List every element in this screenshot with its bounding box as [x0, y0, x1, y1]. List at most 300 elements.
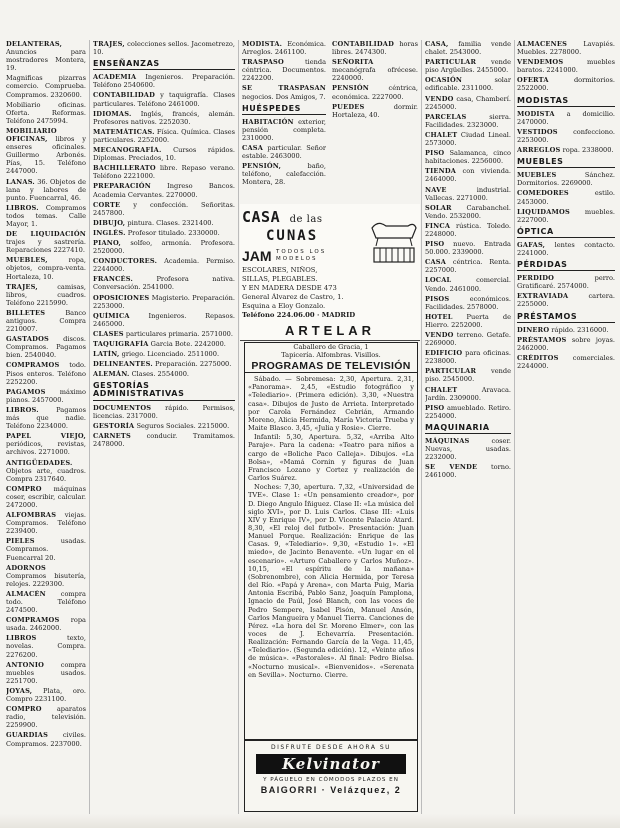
classified-ad-heading: TIENDA: [425, 167, 457, 176]
classified-ad-heading: CONTABILIDAD: [332, 40, 395, 48]
classified-ad-text: nuevo. Entrada 50.000. 2339000.: [425, 240, 511, 257]
classified-ad-heading: INGLÉS.: [93, 228, 126, 237]
classified-ad-text: máquinas coser, escribir, calcular. 2472000.: [6, 484, 86, 509]
classified-ad-text: Ciudad Lineal. 2573000.: [425, 130, 511, 148]
classified-ad: [6, 256, 86, 280]
classified-ad-heading: SE TRASPASAN: [242, 84, 326, 93]
section-heading: PÉRDIDAS: [517, 261, 615, 271]
kelvinator-mid: Y PÁGUELO EN CÓMODOS PLAZOS EN: [263, 777, 399, 783]
classified-ad-text: solar edificable. 2311000.: [425, 76, 511, 93]
classified-ad: [242, 144, 326, 160]
classified-ad-text: discos. Compramos. Pagamos bien. 2540040.: [6, 335, 86, 360]
column-divider: [514, 40, 515, 818]
classified-ad-heading: CHALET: [425, 385, 458, 394]
classified-ad: [6, 661, 86, 685]
classified-ad: [93, 432, 235, 448]
classified-ad-heading: CONDUCTORES.: [93, 257, 158, 266]
classified-ad-text: civiles. Compramos. 2237000.: [6, 731, 86, 748]
classified-ad: [6, 283, 86, 307]
classified-ad-text: Pagamos más que nadie. Teléfono 2234000.: [6, 405, 86, 431]
classified-ad-heading: FINCA: [425, 221, 451, 230]
classified-ad-heading: BACHILLERATO: [93, 164, 156, 173]
classified-ad-text: Sánchez. Dormitorios. 2269000.: [517, 171, 615, 188]
classified-ad: [93, 128, 235, 144]
classified-ad: [517, 336, 615, 352]
classified-ad: [6, 127, 86, 176]
classified-ad-text: cartera. 2255000.: [517, 292, 615, 309]
classified-ad: [332, 84, 418, 100]
section-heading: HUÉSPEDES: [242, 105, 326, 115]
classified-ad-text: Compramos todos temas. Calle Mayor, 1.: [6, 203, 86, 228]
classified-ad-text: Lavapiés. Muebles. 2278000.: [517, 40, 615, 57]
classified-ad-text: vende piso. 2545000.: [425, 367, 511, 384]
classified-ad-heading: DOCUMENTOS: [93, 403, 152, 412]
classified-ad-heading: OPOSICIONES: [93, 293, 150, 302]
classified-ad: [6, 406, 86, 430]
classified-ad-text: familia vende chalet. 2543000.: [425, 40, 511, 57]
classified-ad-heading: CASA: [242, 144, 264, 153]
classified-ad: [242, 84, 326, 100]
classified-ad: [517, 128, 615, 144]
classified-ad: [425, 404, 511, 420]
artelar-address: [245, 343, 417, 359]
classified-ad: [517, 110, 615, 126]
classified-ad-text: rústica. Toledo. 2248000.: [425, 221, 511, 238]
classified-ad-heading: PRÉSTAMOS: [517, 335, 567, 344]
classified-ad: [6, 74, 86, 98]
classified-ad: [93, 312, 235, 328]
classified-ad-heading: OFERTA: [517, 76, 549, 85]
classified-ad-text: torno. 2461000.: [425, 463, 511, 480]
classified-ad-text: ropa. 2338000.: [562, 146, 614, 155]
classified-ad-heading: PISO: [425, 403, 445, 412]
classified-ad-text: particular. Señor estable. 2463000.: [242, 144, 326, 161]
classified-ad-heading: PENSIÓN,: [242, 162, 282, 171]
classified-ad-text: Plata, oro. Compro 2231100.: [6, 686, 86, 704]
section-heading: MUEBLES: [517, 158, 615, 168]
classified-ad-text: Academia. Permiso. 2244000.: [93, 257, 235, 274]
classified-ad: [425, 186, 511, 202]
classified-ad-heading: HOTEL: [425, 312, 453, 321]
classified-ad-heading: MECANOGRAFÍA.: [93, 146, 162, 155]
classified-ad-heading: LOCAL: [425, 276, 452, 285]
classified-ad-text: Objetos arte, cuadros. Compra 2317640.: [6, 466, 86, 483]
classified-ad-heading: NAVE: [425, 185, 447, 194]
classified-ad-heading: JOYAS,: [6, 686, 33, 695]
ad-casa-line: General Álvarez de Castro, 1.: [242, 293, 344, 301]
classified-ad-heading: ALMACÉN: [6, 589, 46, 598]
classified-ad: [425, 58, 511, 74]
classified-ad: [6, 459, 86, 483]
classified-ad-text: Profesor titulado. 2330000.: [127, 228, 220, 237]
classified-ad-heading: LIBROS: [6, 634, 37, 643]
classified-ad: [6, 485, 86, 509]
classified-ad-heading: CONTABILIDAD: [93, 91, 156, 100]
classified-ad: [93, 340, 235, 348]
ad-casa-line: Esquina a Eloy Gonzalo.: [242, 302, 326, 310]
classified-ad-heading: CORTE: [93, 200, 121, 209]
classified-ad-text: griego. Licenciado. 2511000.: [121, 350, 220, 359]
classified-ad: [517, 208, 615, 224]
classified-ad-heading: LIBROS.: [6, 203, 39, 212]
classified-ad: [425, 331, 511, 347]
ad-casa-small: de las: [289, 214, 323, 225]
classified-ad-heading: DE LIQUIDACIÓN: [6, 230, 86, 239]
classified-ad-heading: GAFAS,: [517, 240, 546, 249]
classified-ad-text: sobre joyas. 2462000.: [517, 335, 615, 352]
classified-ad: [242, 58, 326, 82]
classified-ad: [6, 687, 86, 703]
classified-ad-heading: CASA,: [425, 40, 449, 48]
section-heading: PRÉSTAMOS: [517, 313, 615, 323]
classified-ad-heading: DINERO: [517, 325, 550, 334]
classifieds-column-6: [517, 40, 615, 818]
classified-ad: [425, 204, 511, 220]
classified-ad-heading: DELINEANTES.: [93, 360, 153, 369]
classified-ad-text: Seguros Sociales. 2215000.: [136, 421, 230, 430]
ad-casa-line1: CASA: [242, 208, 281, 226]
classified-ad: [6, 178, 86, 202]
classified-ad-text: muebles. 2227000.: [517, 207, 615, 224]
classified-ad-text: Económica. Arreglos. 2461100.: [242, 40, 326, 57]
classified-ad-text: exterior, pensión completa. 2310000.: [242, 117, 326, 142]
classified-ad-text: pintura. Clases. 2321400.: [127, 218, 214, 227]
classified-ad-text: económicos. Facilidades. 2578000.: [425, 294, 511, 311]
classified-ad-text: comerciales. 2244000.: [517, 353, 615, 370]
ad-casa-details: [242, 266, 418, 320]
ad-cunas-title: CUNAS: [266, 228, 319, 244]
classified-ad: [425, 258, 511, 274]
classified-ad-text: conducir. Tramitamos. 2478000.: [93, 431, 235, 448]
classified-ad-heading: CARNETS: [93, 431, 131, 440]
classified-ad-text: trajes y sastrería. Reparaciones 2227410.: [6, 238, 86, 255]
classified-ad: [425, 222, 511, 238]
classified-ad-heading: QUÍMICA: [93, 311, 130, 320]
classified-ad: [93, 275, 235, 291]
classified-ad-text: ropa, objetos, compra-venta. Hortaleza, 10.: [6, 256, 86, 281]
classified-ad: [425, 313, 511, 329]
classifieds-column-3: [242, 40, 326, 202]
classified-ad: [93, 73, 235, 89]
classified-ad-heading: VENDEMOS: [517, 58, 564, 67]
column-divider: [89, 40, 90, 818]
classified-ad-text: camisas, libros, cuadros. Teléfono 2215990.: [6, 282, 86, 307]
classified-ad: [425, 463, 511, 479]
classified-ad-text: Compramos bisutería, relojes. 2229300.: [6, 571, 86, 588]
classified-ad: [517, 292, 615, 308]
classified-ad-text: Carabanchel. Vendo. 2532000.: [425, 203, 511, 220]
classified-ad-heading: PARTICULAR: [425, 58, 477, 67]
classified-ad-text: estilo. 2453000.: [517, 189, 615, 206]
classified-ad-heading: PISO: [425, 149, 445, 158]
classified-ad-heading: MODISTA.: [242, 40, 283, 48]
classified-ad-text: libros y enseres oficinales. Guillermo Arbonés. Pías, 15. Teléfono 2447000.: [6, 135, 86, 176]
classified-ad: [517, 146, 615, 154]
classified-ad-heading: TRAJES,: [93, 40, 125, 48]
classified-ad: [517, 274, 615, 290]
classified-ad: [425, 386, 511, 402]
classified-ad-heading: ANTONIO: [6, 660, 45, 669]
page-bottom-edge: [0, 814, 620, 828]
column-divider: [421, 40, 422, 818]
classified-ad: [6, 204, 86, 228]
classified-ad: [517, 354, 615, 370]
classified-ad: [517, 241, 615, 257]
classified-ad-heading: EXTRAVIADA: [517, 292, 569, 301]
classified-ad-heading: CASA: [425, 258, 447, 267]
classified-ad-heading: GESTORÍA: [93, 421, 135, 430]
cradle-illustration: [368, 218, 418, 266]
classified-ad-text: usadas. Compramos. Fuencarral 20.: [6, 537, 86, 562]
classified-ad: [6, 101, 86, 125]
classified-ad-heading: TAQUIGRAFÍA: [93, 340, 149, 348]
classified-ad: [6, 616, 86, 632]
classified-ad-heading: EDIFICIO: [425, 349, 463, 358]
classified-ad-text: lentes contacto. 2241000.: [517, 240, 615, 257]
classified-ad: [6, 432, 86, 456]
classified-ad: [6, 634, 86, 658]
classified-ad-text: ropa usada. 2462000.: [6, 616, 86, 633]
classified-ad-text: solfeo, armonía. Profesora. 2520000.: [93, 238, 235, 256]
classified-ad: [6, 731, 86, 747]
classified-ad: [332, 40, 418, 56]
classified-ad: [425, 149, 511, 165]
ad-todos-modelos: TODOS LOS MODELOS: [276, 249, 327, 262]
classifieds-column-1: [6, 40, 86, 818]
classified-ad-heading: LIBROS.: [6, 405, 39, 414]
classified-ad-text: Aravaca. Jardín. 2309000.: [425, 385, 511, 402]
tv-programs-title: PROGRAMAS DE TELEVISIÓN: [245, 359, 417, 373]
classified-ad-heading: DIBUJO,: [93, 218, 126, 227]
classified-ad-text: vende piso Argüelles. 2455000.: [425, 58, 511, 75]
classified-ad-text: particulares primaria. 2571000.: [125, 329, 233, 338]
classified-ad: [93, 257, 235, 273]
classified-ad: [93, 182, 235, 198]
artelar-line2: Tapicería. Alfombras. Visillos.: [281, 351, 381, 359]
classified-ad-heading: ALFOMBRAS: [6, 511, 57, 520]
classified-ad: [6, 564, 86, 588]
classified-ad: [93, 164, 235, 180]
kelvinator-top: DISFRUTE DESDE AHORA SU: [270, 744, 392, 751]
classified-ad: [93, 294, 235, 310]
classified-ad-heading: GASTADOS: [6, 335, 49, 344]
classified-ad-heading: SOLAR: [425, 203, 452, 212]
classified-ad-text: 36. Objetos de lana y labores de punto. Fuencarral, 46.: [6, 177, 86, 202]
classified-ad-heading: PERDIDO: [517, 274, 555, 283]
classified-ad-text: dormitorios. 2522000.: [517, 76, 615, 93]
classified-ad-heading: VESTIDOS: [517, 127, 558, 136]
classified-ad-text: periódicos, revistas, archivos. 2271000.: [6, 440, 86, 457]
classified-ad: [6, 361, 86, 385]
classified-ad: [517, 171, 615, 187]
classified-ad-text: Clases. 2554000.: [131, 370, 190, 379]
section-heading: MAQUINARIA: [425, 424, 511, 434]
classified-ad: [517, 326, 615, 334]
kelvinator-logo: Kelvinator: [256, 754, 406, 774]
classified-ad-heading: LATÍN,: [93, 350, 120, 359]
classified-ad: [93, 229, 235, 237]
classified-ad-text: sierra. Facilidades. 2323000.: [425, 112, 511, 129]
classified-ad: [6, 309, 86, 333]
classified-ad-text: Cursos rápidos. Diplomas. Preciados, 10.: [93, 146, 235, 163]
tv-paragraph: Noches: 7,30, apertura. 7,32, «Universidad de TVE». Clase 1: «Un pensamiento creador», por D. Diego Angulo Íñiguez. Clase II: «La música del siglo XVI», por D. Luis Carlos. Clase III: «Luis XIV y Enrique IV», por D. Vicente Palacio Atard. 8,30, «El reloj del futbol». Presentación: Juan Manuel Porque. Realización: Enrique de las Casas. 9, «Telediario». 9,30, «Estudio 1». «El miedo», de Jacinto Benavente. «Un lugar en el escenario». «Arturo Caballero y Carlos Muñoz». 10,15, «El espíritu de la mañana» (Sobrenombre), con Alicia Hermida, por Teresa del Río. «Papá y Arena», con Marta Puig, Maria Antonia Escribá, Pablo Sanz, Joaquín Pamplona, Ignacio de Paúl, José Blanch, con las voces de Pedro Sempere, Isabel Pisón, Manuel Ansón, Carlos Mangueira y Manuel Tierra. Canciones de Pérez. «La hora del Sr. Moreno Elmer», con las voces de J. Echevarría. Presentación. Realización: Fernando García de la Vega. 11,45, «Telediario». (Segunda edición). 12, «Veinte años de música». «Pastorales». Al final: Pedro Bielsa. «Nocturno musical». «Bienvenidos». «Serenata en Sevilla». Nocturno. Cierre.: [248, 483, 414, 679]
tv-paragraph: Sábado. — Sobremesa: 2,30, Apertura. 2,31, «Panorama». 2,45, «Estudio fotográfico y «Telediario». (Primera edición). 3,30, «Nuestra casa». Dibujos de Justo de Arrieta. Interpretado por Carola Fernández Cebrián, Armando Moreno, Alicia Hermida, María Victoria Trueba y Maite Blasco. 3,45, «Julia y Rosie». Cierre.: [248, 375, 414, 433]
classified-ad: [6, 40, 86, 72]
classified-ad-heading: ALEMÁN.: [93, 370, 130, 379]
classified-ad: [242, 40, 326, 56]
classified-ad: [517, 189, 615, 205]
classified-ad: [332, 58, 418, 82]
classified-ad-text: para oficinas. 2238000.: [425, 349, 511, 366]
classified-ad-text: muebles baratos. 2241000.: [517, 58, 615, 75]
classified-ad-text: Puerta de Hierro. 2252000.: [425, 312, 511, 329]
classified-ad-text: rápido. Permisos, licencias. 2317000.: [93, 403, 235, 420]
classifieds-column-4: [332, 40, 418, 202]
classified-ad-text: Ingreso Bancos. Academia Cervantes. 2270000.: [93, 182, 235, 199]
classified-ad-heading: LANAS.: [6, 177, 35, 186]
classified-ad: [425, 95, 511, 111]
classified-ad-heading: PISOS: [425, 294, 450, 303]
section-heading: ÓPTICA: [517, 228, 615, 238]
classified-ad-text: texto, novelas. Compra. 2276200.: [6, 634, 86, 659]
classified-ad-heading: OCASIÓN: [425, 76, 463, 85]
classified-ad-heading: TRAJES,: [6, 282, 38, 291]
classified-ad: [93, 219, 235, 227]
classified-ad-heading: COMPRO: [6, 705, 42, 714]
classified-ad-heading: CHALET: [425, 130, 458, 139]
classified-ad-text: compra todo. Teléfono 2474500.: [6, 589, 86, 615]
classifieds-column-2: [93, 40, 235, 818]
classified-ad: [425, 131, 511, 147]
classified-ad-text: con vivienda. 2464000.: [425, 167, 511, 184]
classified-ad: [517, 76, 615, 92]
classified-ad: [425, 295, 511, 311]
classified-ad: [93, 350, 235, 358]
classified-ad: [425, 167, 511, 183]
ad-casa-line: Y EN MADERA DESDE 473: [242, 284, 337, 292]
classified-ad: [93, 201, 235, 217]
classified-ad: [242, 118, 326, 142]
classified-ad-heading: VENDO: [425, 94, 454, 103]
classified-ad-text: libre. Repaso verano. Teléfono 2221000.: [93, 164, 235, 181]
classified-ad: [425, 240, 511, 256]
classified-ad: [425, 76, 511, 92]
classified-ad-text: baño, teléfono, calefacción. Montera, 28.: [242, 162, 326, 187]
classified-ad-heading: PARCELAS: [425, 112, 467, 121]
classified-ad-heading: HABITACIÓN: [242, 117, 294, 126]
section-heading: MODISTAS: [517, 97, 615, 107]
classified-ad-heading: PAGAMOS: [6, 387, 46, 396]
classified-ad: [93, 422, 235, 430]
classified-ad-text: viejas. Compramos. Teléfono 2239400.: [6, 511, 86, 536]
kelvinator-advertisement: [244, 740, 418, 812]
classified-ad-heading: PAPEL VIEJO,: [6, 432, 86, 441]
classified-ad-text: Magnificas pizarras comercio. Comprueba. Compramos. 2320600.: [6, 74, 86, 99]
classified-ad-heading: GUARDIAS: [6, 731, 49, 740]
classified-ad-heading: PISO: [425, 240, 445, 249]
classified-ad-heading: MUEBLES: [517, 171, 557, 180]
classified-ad-text: Banco antiguos. Compra 2210007.: [6, 308, 86, 334]
classified-ad-heading: VENDO: [425, 331, 454, 339]
classified-ad-text: Salamanca, cinco habitaciones. 2256000.: [425, 149, 511, 166]
classified-ad: [517, 58, 615, 74]
classified-ad-text: céntrica. Renta. 2257000.: [425, 258, 511, 275]
classified-ad: [93, 239, 235, 255]
classified-ad-text: céntrica, económica. 2227000.: [332, 84, 418, 101]
classified-ad: [93, 91, 235, 107]
classified-ad-text: confecciono. 2253000.: [517, 127, 615, 144]
classified-ad-heading: ACADEMIA: [93, 73, 137, 82]
classified-ad-heading: CLASES: [93, 329, 124, 338]
classified-ad-text: perro. Gratificaré. 2574000.: [517, 274, 615, 291]
classified-ad-text: compra muebles usados. 2251700.: [6, 660, 86, 685]
classified-ad-heading: PIANO,: [93, 238, 122, 247]
ad-casa-line: SILLAS, PLEGABLES.: [242, 275, 318, 283]
classified-ad: [93, 146, 235, 162]
classified-ad: [425, 40, 511, 56]
classified-ad: [425, 437, 511, 461]
classified-ad: [425, 349, 511, 365]
classified-ad-heading: MATEMÁTICAS.: [93, 127, 155, 136]
classified-ad-heading: ADORNOS: [6, 563, 46, 572]
classified-ad-heading: COMPRAMOS: [6, 616, 60, 625]
ad-brand-jam: JAM: [242, 248, 272, 264]
classified-ad-heading: COMEDORES: [517, 189, 569, 198]
ad-casa-line: ESCOLARES, NIÑOS,: [242, 266, 318, 274]
classified-ad-text: todo. Pisos enteros. Teléfono 2252200.: [6, 361, 86, 386]
classified-ad-text: y confección. Señoritas. 2457800.: [93, 200, 235, 217]
tv-programs-box: [244, 342, 418, 740]
classified-ad-text: Ingenieros. Preparación. Teléfono 2540600.: [93, 73, 235, 90]
classified-ad-text: Mobiliario oficinas. Oferta. Reformas. Teléfono 2475994.: [6, 100, 86, 125]
classified-ad: [6, 335, 86, 359]
classified-ad-heading: IDIOMAS.: [93, 109, 132, 118]
classified-ad-text: industrial. Vallecas. 2271000.: [425, 185, 511, 202]
classified-ad-text: horas libres. 2474300.: [332, 40, 418, 57]
classifieds-column-5: [425, 40, 511, 818]
classified-ad: [6, 590, 86, 614]
classified-ad-text: Magisterio. Preparación. 2253000.: [93, 293, 235, 310]
classified-ad-text: mecanógrafa ofrécese. 2240000.: [332, 66, 418, 83]
classified-ad-text: casa, Chamberí. 2245000.: [425, 94, 511, 111]
classified-ad-text: amueblado. Retiro. 2254000.: [425, 403, 511, 420]
ad-casa-title: [242, 208, 322, 226]
classified-ad: [6, 511, 86, 535]
classified-ad: [6, 388, 86, 404]
classified-ad-heading: PARTICULAR: [425, 367, 477, 376]
classified-ad-heading: PIELES: [6, 537, 35, 546]
classified-ad-text: aparatos radio, televisión. 2259900.: [6, 705, 86, 730]
classified-ad-text: terreno. Getafe. 2269000.: [425, 331, 511, 348]
classified-ad: [425, 276, 511, 292]
classified-ad: [93, 110, 235, 126]
classified-ad: [332, 103, 418, 119]
classified-ad-heading: PUEDES: [332, 102, 365, 111]
classified-ad: [93, 370, 235, 378]
classified-ad-heading: SEÑORITA: [332, 58, 374, 67]
classified-ad-text: a domicilio. 2470000.: [517, 109, 615, 126]
classified-ad: [93, 330, 235, 338]
classified-ad: [517, 40, 615, 56]
ad-casa-phone: Teléfono 224.06.00 · MADRID: [242, 311, 356, 319]
classified-ad: [93, 404, 235, 420]
section-heading: GESTORÍAS ADMINISTRATIVAS: [93, 382, 235, 400]
artelar-name: ARTELAR: [284, 323, 376, 338]
classified-ad-heading: MODISTA: [517, 109, 555, 118]
classified-ad: [425, 367, 511, 383]
classified-ad-heading: COMPRAMOS: [6, 361, 60, 370]
classified-ad-text: máximo pianos. 2457000.: [6, 387, 86, 404]
